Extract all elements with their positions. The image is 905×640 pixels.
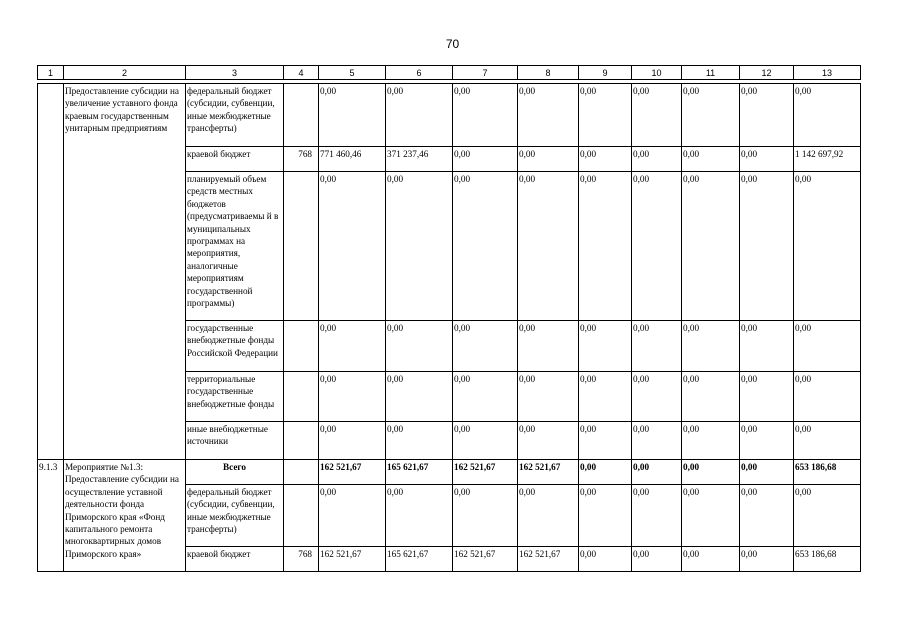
value-cell: 0,00 xyxy=(319,84,386,147)
column-header: 3 xyxy=(186,66,284,80)
value-cell: 0,00 xyxy=(453,485,518,547)
column-header: 4 xyxy=(284,66,319,80)
value-cell: 0,00 xyxy=(740,147,794,172)
code-cell xyxy=(284,422,319,460)
value-cell: 0,00 xyxy=(579,372,632,422)
value-cell: 0,00 xyxy=(386,422,453,460)
code-cell xyxy=(284,84,319,147)
value-cell: 0,00 xyxy=(632,460,682,485)
value-cell: 0,00 xyxy=(579,422,632,460)
value-cell: 0,00 xyxy=(319,422,386,460)
activity-name-cell: Мероприятие №1.3: Предоставление субсидии на осуществление уставной деятельности фонда Приморского края «Фонд капитального ремонта многоквартирных домов Приморского края» xyxy=(64,460,186,572)
value-cell: 0,00 xyxy=(319,372,386,422)
value-cell: 0,00 xyxy=(794,422,861,460)
activity-name-cell: Предоставление субсидии на увеличение уставного фонда краевым государственным унитарным предприятиям xyxy=(64,84,186,460)
value-cell: 0,00 xyxy=(740,460,794,485)
column-header: 9 xyxy=(579,66,632,80)
value-cell: 0,00 xyxy=(682,84,740,147)
column-header: 2 xyxy=(64,66,186,80)
value-cell: 0,00 xyxy=(740,547,794,572)
row-number-cell: 9.1.3 xyxy=(38,460,64,572)
value-cell: 0,00 xyxy=(632,84,682,147)
value-cell: 0,00 xyxy=(740,485,794,547)
value-cell: 0,00 xyxy=(518,172,579,321)
code-cell xyxy=(284,321,319,372)
value-cell: 0,00 xyxy=(682,321,740,372)
value-cell: 162 521,67 xyxy=(319,460,386,485)
value-cell: 0,00 xyxy=(453,372,518,422)
value-cell: 0,00 xyxy=(579,321,632,372)
value-cell: 0,00 xyxy=(794,172,861,321)
column-header: 13 xyxy=(794,66,861,80)
value-cell: 0,00 xyxy=(579,84,632,147)
value-cell: 0,00 xyxy=(632,372,682,422)
value-cell: 653 186,68 xyxy=(794,547,861,572)
value-cell: 0,00 xyxy=(794,485,861,547)
funding-source-cell: государственные внебюджетные фонды Российской Федерации xyxy=(186,321,284,372)
value-cell: 0,00 xyxy=(579,147,632,172)
value-cell: 371 237,46 xyxy=(386,147,453,172)
value-cell: 0,00 xyxy=(579,172,632,321)
value-cell: 165 621,67 xyxy=(386,460,453,485)
funding-source-cell: Всего xyxy=(186,460,284,485)
page-number: 70 xyxy=(445,37,460,51)
budget-table xyxy=(37,83,861,572)
value-cell: 0,00 xyxy=(632,547,682,572)
row-number-cell xyxy=(38,84,64,460)
column-header: 6 xyxy=(386,66,453,80)
value-cell: 0,00 xyxy=(518,372,579,422)
value-cell: 0,00 xyxy=(632,422,682,460)
value-cell: 0,00 xyxy=(453,147,518,172)
value-cell: 0,00 xyxy=(632,172,682,321)
value-cell: 0,00 xyxy=(518,84,579,147)
funding-source-cell: федеральный бюджет (субсидии, субвенции, иные межбюджетные трансферты) xyxy=(186,84,284,147)
column-header: 5 xyxy=(319,66,386,80)
value-cell: 0,00 xyxy=(682,460,740,485)
table-row xyxy=(38,460,861,485)
column-number-header xyxy=(37,65,861,80)
funding-source-cell: планируемый объем средств местных бюджетов (предусматриваемы й в муниципальных программах на мероприятия, аналогичные мероприятиям государственной программы) xyxy=(186,172,284,321)
value-cell: 0,00 xyxy=(632,321,682,372)
code-cell: 768 xyxy=(284,147,319,172)
value-cell: 0,00 xyxy=(518,422,579,460)
value-cell: 0,00 xyxy=(794,84,861,147)
value-cell: 0,00 xyxy=(319,485,386,547)
value-cell: 0,00 xyxy=(319,172,386,321)
funding-source-cell: территориальные государственные внебюджетные фонды xyxy=(186,372,284,422)
column-header: 8 xyxy=(518,66,579,80)
value-cell: 0,00 xyxy=(386,485,453,547)
value-cell: 0,00 xyxy=(682,422,740,460)
table-row xyxy=(38,84,861,147)
value-cell: 0,00 xyxy=(453,84,518,147)
value-cell: 0,00 xyxy=(682,547,740,572)
value-cell: 165 621,67 xyxy=(386,547,453,572)
value-cell: 0,00 xyxy=(453,321,518,372)
value-cell: 0,00 xyxy=(632,147,682,172)
value-cell: 162 521,67 xyxy=(319,547,386,572)
code-cell xyxy=(284,372,319,422)
column-header: 10 xyxy=(632,66,682,80)
value-cell: 0,00 xyxy=(632,485,682,547)
value-cell: 0,00 xyxy=(579,485,632,547)
value-cell: 0,00 xyxy=(794,372,861,422)
value-cell: 0,00 xyxy=(453,422,518,460)
value-cell: 0,00 xyxy=(518,147,579,172)
value-cell: 0,00 xyxy=(386,372,453,422)
value-cell: 0,00 xyxy=(579,460,632,485)
value-cell: 0,00 xyxy=(740,84,794,147)
value-cell: 1 142 697,92 xyxy=(794,147,861,172)
value-cell: 0,00 xyxy=(740,372,794,422)
value-cell: 0,00 xyxy=(740,422,794,460)
value-cell: 0,00 xyxy=(682,485,740,547)
value-cell: 0,00 xyxy=(740,321,794,372)
code-cell xyxy=(284,460,319,485)
value-cell: 162 521,67 xyxy=(518,460,579,485)
value-cell: 0,00 xyxy=(518,485,579,547)
code-cell xyxy=(284,485,319,547)
funding-source-cell: иные внебюджетные источники xyxy=(186,422,284,460)
value-cell: 162 521,67 xyxy=(518,547,579,572)
value-cell: 0,00 xyxy=(682,372,740,422)
column-header: 11 xyxy=(682,66,740,80)
code-cell xyxy=(284,172,319,321)
code-cell: 768 xyxy=(284,547,319,572)
value-cell: 653 186,68 xyxy=(794,460,861,485)
column-header: 7 xyxy=(453,66,518,80)
value-cell: 0,00 xyxy=(740,172,794,321)
value-cell: 162 521,67 xyxy=(453,547,518,572)
value-cell: 771 460,46 xyxy=(319,147,386,172)
value-cell: 0,00 xyxy=(579,547,632,572)
value-cell: 0,00 xyxy=(319,321,386,372)
value-cell: 0,00 xyxy=(518,321,579,372)
funding-source-cell: краевой бюджет xyxy=(186,547,284,572)
funding-source-cell: краевой бюджет xyxy=(186,147,284,172)
column-header: 12 xyxy=(740,66,794,80)
column-header: 1 xyxy=(38,66,64,80)
value-cell: 162 521,67 xyxy=(453,460,518,485)
value-cell: 0,00 xyxy=(794,321,861,372)
value-cell: 0,00 xyxy=(386,84,453,147)
value-cell: 0,00 xyxy=(682,147,740,172)
value-cell: 0,00 xyxy=(453,172,518,321)
value-cell: 0,00 xyxy=(386,172,453,321)
value-cell: 0,00 xyxy=(682,172,740,321)
value-cell: 0,00 xyxy=(386,321,453,372)
funding-source-cell: федеральный бюджет (субсидии, субвенции, иные межбюджетные трансферты) xyxy=(186,485,284,547)
